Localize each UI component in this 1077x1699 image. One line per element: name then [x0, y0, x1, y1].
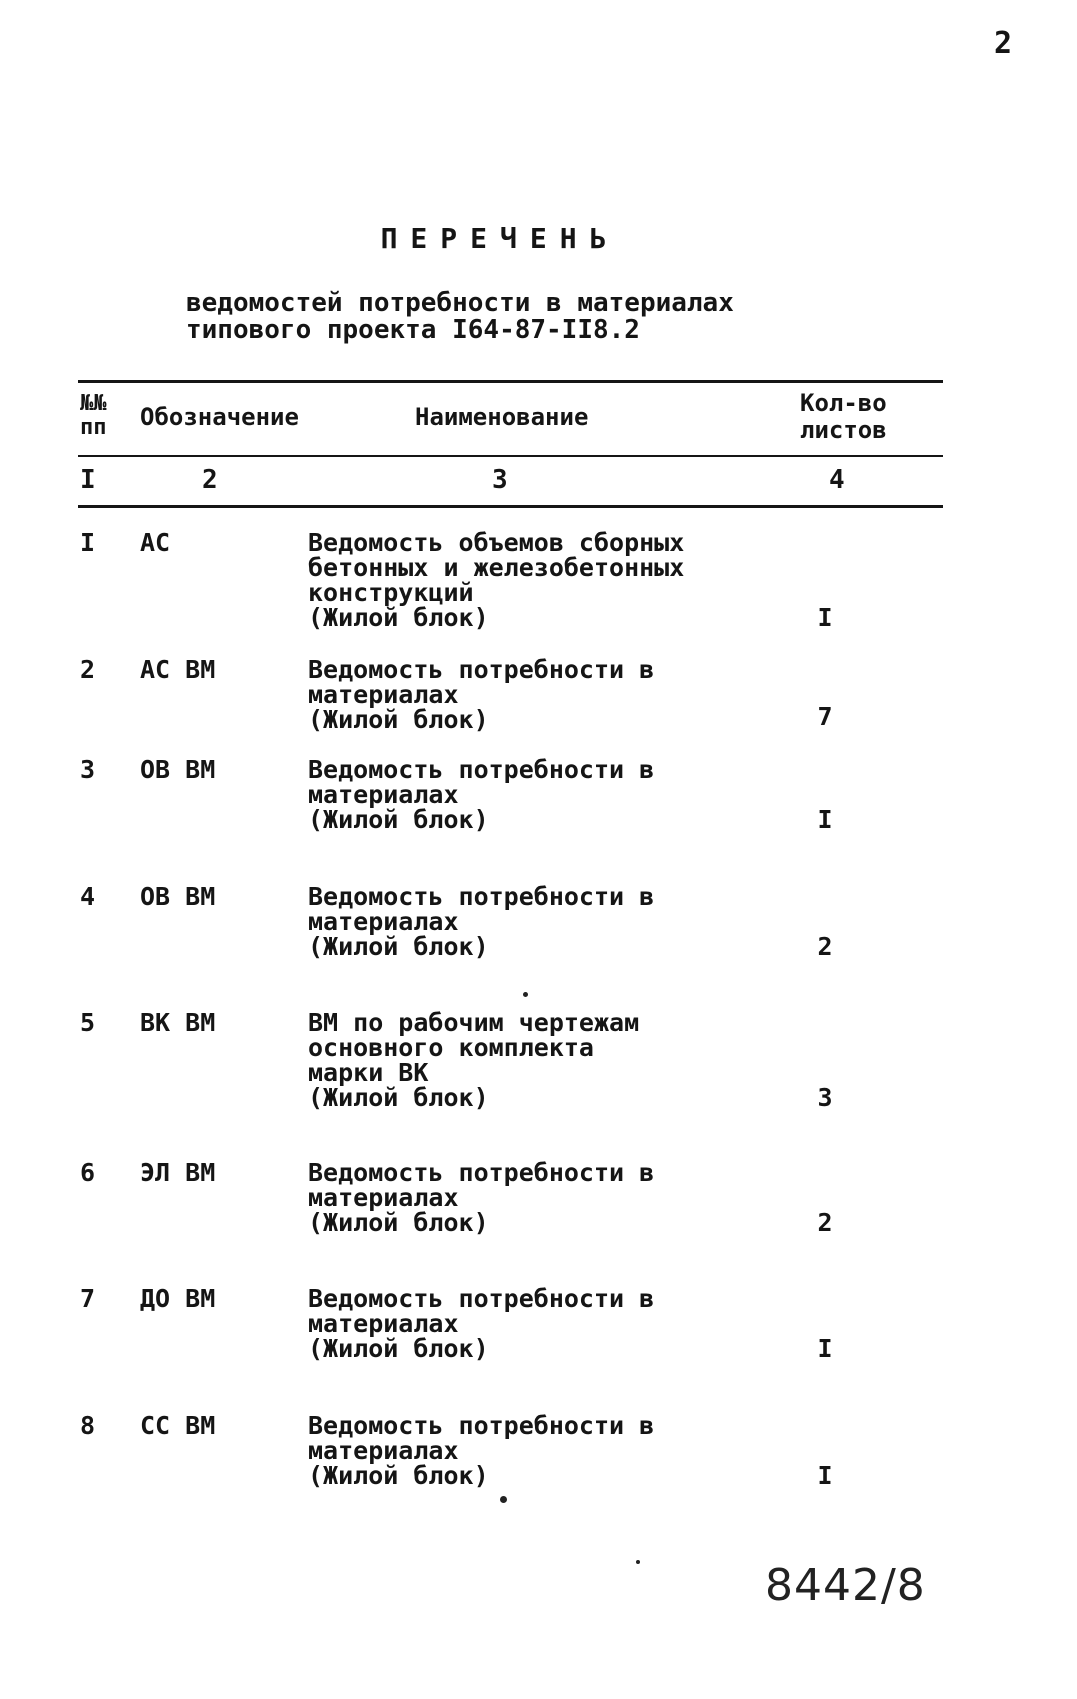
column-numbers-rule	[78, 505, 943, 508]
row-number: 5	[80, 1008, 96, 1037]
row-sheets: I	[817, 1334, 833, 1363]
row-sheets: 3	[817, 1083, 833, 1112]
row-name: Ведомость объемов сборных бетонных и железобетонных конструкций (Жилой блок)	[308, 528, 685, 632]
row-sheets: I	[817, 603, 833, 632]
row-number: 8	[80, 1411, 96, 1440]
row-number: I	[80, 528, 96, 557]
header-sheets: Кол-во листов	[800, 389, 887, 444]
row-number: 3	[80, 755, 96, 784]
row-number: 2	[80, 655, 96, 684]
row-code: ДО ВМ	[140, 1284, 216, 1313]
row-code: АС	[140, 528, 171, 557]
row-sheets: 7	[817, 702, 833, 731]
header-code: Обозначение	[140, 403, 299, 431]
row-code: ВК ВМ	[140, 1008, 216, 1037]
scan-speck	[523, 992, 528, 997]
document-subtitle: ведомостей потребности в материалах типового проекта I64-87-II8.2	[186, 288, 734, 345]
column-number-4: 4	[829, 465, 845, 495]
row-code: ОВ ВМ	[140, 882, 216, 911]
row-name: ВМ по рабочим чертежам основного комплекта марки ВК (Жилой блок)	[308, 1008, 640, 1112]
row-sheets: 2	[817, 1208, 833, 1237]
row-name: Ведомость потребности в материалах (Жилой блок)	[308, 1158, 655, 1237]
row-name: Ведомость потребности в материалах (Жилой блок)	[308, 755, 655, 834]
row-number: 4	[80, 882, 96, 911]
row-sheets: I	[817, 1461, 833, 1490]
column-number-2: 2	[202, 465, 218, 495]
row-number: 6	[80, 1158, 96, 1187]
document-title: ПЕРЕЧЕНЬ	[380, 222, 620, 255]
header-bottom-rule	[78, 455, 943, 457]
row-number: 7	[80, 1284, 96, 1313]
scan-speck	[636, 1560, 640, 1564]
table-top-rule	[78, 380, 943, 383]
row-name: Ведомость потребности в материалах (Жилой блок)	[308, 1284, 655, 1363]
row-sheets: 2	[817, 932, 833, 961]
row-name: Ведомость потребности в материалах (Жилой блок)	[308, 655, 655, 734]
header-name: Наименование	[415, 403, 589, 431]
row-code: ЭЛ ВМ	[140, 1158, 216, 1187]
row-name: Ведомость потребности в материалах (Жилой блок)	[308, 1411, 655, 1490]
handwritten-archive-number: 8442/8	[765, 1560, 926, 1611]
row-name: Ведомость потребности в материалах (Жилой блок)	[308, 882, 655, 961]
page-number: 2	[993, 26, 1012, 61]
row-sheets: I	[817, 805, 833, 834]
row-code: ОВ ВМ	[140, 755, 216, 784]
column-number-3: 3	[492, 465, 508, 495]
column-number-1: I	[80, 465, 96, 495]
header-num: №№ пп	[80, 391, 107, 440]
scan-speck	[500, 1496, 507, 1503]
row-code: АС ВМ	[140, 655, 216, 684]
row-code: СС ВМ	[140, 1411, 216, 1440]
